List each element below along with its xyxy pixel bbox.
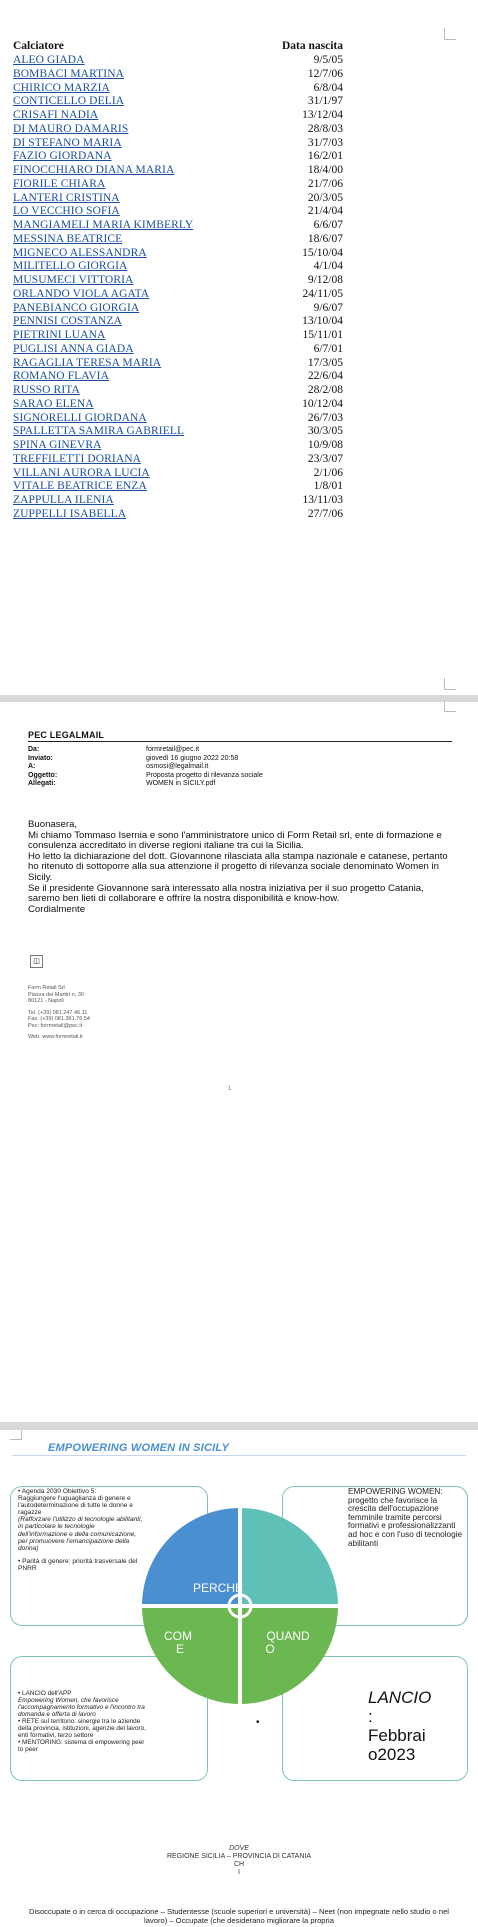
- player-name: SARAO ELENA: [13, 397, 94, 410]
- birth-date: 27/7/06: [307, 507, 343, 520]
- list-row: [13, 494, 343, 508]
- list-row: [13, 439, 343, 453]
- birth-date: 10/9/08: [307, 439, 343, 451]
- player-name: RAGAGLIA TERESA MARIA: [13, 356, 162, 369]
- how-line: • RETE sul territorio: sinergie tra le aziende della provincia, istituzioni, agenzie del lavoro, enti formativi, terzo settore: [18, 1718, 146, 1739]
- body-paragraph: Buonasera,: [28, 819, 78, 830]
- player-name: FINOCCHIARO DIANA MARIA: [13, 164, 175, 176]
- label-when-1: QUAND: [266, 1629, 310, 1643]
- birth-date: 22/6/04: [307, 370, 343, 383]
- body-paragraph: Cordialmente: [28, 903, 86, 915]
- signature-line: Tel. (+39) 081.247.46.11: [28, 1009, 88, 1016]
- list-row: [13, 329, 343, 343]
- player-name: MUSUMECI VITTORIA: [13, 274, 134, 286]
- list-row: [13, 508, 343, 522]
- page-corner-mark: [444, 702, 456, 712]
- birth-date: 6/6/07: [313, 219, 343, 231]
- birth-date: 26/7/03: [307, 411, 343, 424]
- signature-line: Form Retail Srl: [28, 985, 65, 991]
- label-when-2: O: [265, 1642, 275, 1656]
- document-page-email: [0, 702, 478, 1422]
- launch-line: :: [368, 1707, 373, 1726]
- player-name: ZUPPELLI ISABELLA: [13, 507, 127, 520]
- signature-line: Piazza dei Martiri n. 30: [28, 991, 84, 998]
- birth-date: 13/10/04: [302, 315, 343, 328]
- birth-date: 9/6/07: [313, 301, 343, 314]
- where-line: DOVE: [229, 1845, 249, 1852]
- list-row: [13, 178, 343, 192]
- page-corner-mark: [444, 28, 456, 40]
- list-row: [13, 150, 343, 164]
- player-name: SPINA GINEVRA: [13, 439, 102, 451]
- email-body: [28, 820, 453, 915]
- player-name: MIGNECO ALESSANDRA: [13, 246, 147, 259]
- why-line: (Rafforzare l'utilizzo di tecnologie abilitanti, in particolare le tecnologie dell'informazione e della comunicazione, per promuovere l'emancipazione della donna): [18, 1516, 143, 1552]
- player-name: FAZIO GIORDANA: [13, 150, 112, 163]
- where-text: [0, 1845, 478, 1877]
- birth-date: 1/8/01: [313, 480, 343, 493]
- list-row: [13, 54, 343, 68]
- launch-date: [368, 1688, 468, 1764]
- where-line: I: [238, 1869, 240, 1876]
- launch-line: o2023: [368, 1745, 416, 1764]
- birth-date: 30/3/05: [307, 425, 343, 438]
- how-line: Empowering Women, che favorisce l'accompagnamento formativo e l'incontro tra domanda e offerta di lavoro: [18, 1697, 145, 1718]
- quadrant-how: [142, 1606, 240, 1704]
- quadrant-when: [240, 1606, 338, 1704]
- metadata-row: [28, 755, 263, 764]
- birth-date: 13/12/04: [302, 109, 343, 121]
- player-name: CRISAFI NADIA: [13, 109, 99, 121]
- what-line: EMPOWERING WOMEN:: [348, 1487, 443, 1496]
- bullet-dot: •: [256, 1717, 260, 1728]
- list-row: [13, 192, 343, 206]
- metadata-value: WOMEN in SICILY.pdf: [146, 780, 216, 788]
- list-row: [13, 205, 343, 219]
- document-page-player-list: [0, 0, 478, 695]
- metadata-value: osmosi@legalmail.it: [146, 763, 209, 771]
- list-row: [13, 315, 343, 329]
- why-line: • Agenda 2030 Obiettivo 5:: [18, 1488, 97, 1495]
- player-name: CHIRICO MARZIA: [13, 81, 110, 94]
- what-line: progetto che favorisce la crescita dell'occupazione femminile tramite percorsi formativi e professionalizzanti ad hoc e con l'uso di tecnologie abilitanti: [348, 1495, 462, 1548]
- list-row: [13, 384, 343, 398]
- player-name: ALEO GIADA: [13, 54, 85, 66]
- signature-line: Fax. (+39) 081.361.76.54: [28, 1016, 90, 1022]
- metadata-row: [28, 780, 263, 789]
- birth-date: 4/1/04: [313, 260, 343, 273]
- birth-date: 24/11/05: [302, 287, 343, 300]
- list-row: [13, 288, 343, 302]
- list-row: [13, 164, 343, 178]
- birth-date: 10/12/04: [302, 397, 343, 410]
- player-name: BOMBACI MARTINA: [13, 67, 125, 80]
- birth-date: 12/7/06: [307, 67, 343, 80]
- birth-date: 6/7/01: [313, 342, 343, 355]
- metadata-key: A:: [28, 763, 36, 771]
- quadrant-circle-diagram: [142, 1508, 338, 1704]
- page-number: 1: [228, 1086, 232, 1092]
- player-name: PENNISI COSTANZA: [13, 315, 122, 328]
- infographic-title: EMPOWERING WOMEN IN SICILY: [48, 1442, 229, 1454]
- launch-line: Febbrai: [368, 1726, 426, 1745]
- how-text: [18, 1690, 148, 1753]
- birth-date: 21/7/06: [307, 177, 343, 190]
- player-name: MANGIAMELI MARIA KIMBERLY: [13, 219, 194, 231]
- metadata-value: Proposta progetto di rilevanza sociale: [146, 771, 263, 779]
- player-name: LANTERI CRISTINA: [13, 191, 120, 204]
- attachment-icon: ◫: [30, 955, 43, 968]
- list-row: [13, 109, 343, 123]
- metadata-row: [28, 763, 263, 772]
- page-corner-mark: [10, 1430, 22, 1440]
- player-name: PANEBIANCO GIORGIA: [13, 301, 140, 314]
- player-name: PIETRINI LUANA: [13, 329, 106, 341]
- birth-date: 18/4/00: [307, 164, 343, 176]
- list-row: [13, 137, 343, 151]
- divider: [12, 1455, 466, 1456]
- body-paragraph: Se il presidente Giovannone sarà interessato alla nostra iniziativa per il suo progetto Catania, saremo ben lieti di collaborare e offrire la nostra disponibilità e know-how.: [28, 882, 424, 905]
- list-row: [13, 260, 343, 274]
- list-row: [13, 425, 343, 439]
- email-signature: [28, 985, 90, 1041]
- birth-date: 28/8/03: [307, 122, 343, 135]
- divider: [28, 741, 452, 742]
- why-text: [18, 1488, 143, 1572]
- label-why: PERCHÉ: [192, 1581, 244, 1595]
- why-line: Raggiungere l'uguaglianza di genere e l'autodeterminazione di tutte le donne e ragazze: [18, 1495, 133, 1517]
- player-name: TREFFILETTI DORIANA: [13, 452, 142, 465]
- launch-line: LANCIO: [368, 1688, 432, 1707]
- list-row: [13, 370, 343, 384]
- signature-line: Pec: formretail@pec.it: [28, 1022, 83, 1029]
- column-header-player: Calciatore: [13, 40, 64, 52]
- birth-date: 17/3/05: [307, 356, 343, 369]
- list-header: [13, 40, 343, 52]
- page-corner-mark: [444, 678, 456, 690]
- metadata-value: formretail@pec.it: [146, 746, 200, 753]
- how-line: • MENTORING: sistema di empowering peer to peer: [18, 1739, 145, 1753]
- metadata-key: Allegati:: [28, 780, 56, 788]
- birth-date: 31/1/97: [307, 95, 343, 108]
- player-name: DI STEFANO MARIA: [13, 136, 122, 149]
- player-name: ROMANO FLAVIA: [13, 370, 109, 383]
- list-row: [13, 68, 343, 82]
- player-name: DI MAURO DAMARIS: [13, 122, 129, 135]
- label-how-2: E: [175, 1642, 185, 1656]
- metadata-key: Inviato:: [28, 754, 53, 762]
- list-row: [13, 95, 343, 109]
- birth-date: 15/10/04: [302, 246, 343, 259]
- where-line: CH: [233, 1861, 245, 1868]
- where-line: REGIONE SICILIA – PROVINCIA DI CATANIA: [166, 1853, 312, 1860]
- player-name: ORLANDO VIOLA AGATA: [13, 287, 150, 300]
- player-name: CONTICELLO DELIA: [13, 95, 125, 108]
- player-list: [13, 54, 343, 522]
- list-row: [13, 233, 343, 247]
- what-text: [348, 1488, 466, 1548]
- player-name: ZAPPULLA ILENIA: [13, 494, 114, 506]
- birth-date: 15/11/01: [302, 329, 343, 341]
- player-name: SIGNORELLI GIORDANA: [13, 411, 147, 424]
- target-audience-text: Disoccupate o in cerca di occupazione – Studentesse (scuole superiori e università) – Neet (non impegnate nello studio o nel lavoro) – Occupate (che desiderano migliorare la propria: [28, 1907, 449, 1925]
- player-name: VITALE BEATRICE ENZA: [13, 480, 147, 493]
- player-name: SPALLETTA SAMIRA GABRIELL: [13, 425, 185, 438]
- list-row: [13, 302, 343, 316]
- signature-line: 80121 - Napoli: [28, 998, 64, 1004]
- pec-title: PEC LEGALMAIL: [28, 730, 105, 740]
- birth-date: 31/7/03: [307, 136, 343, 149]
- player-name: MILITELLO GIORGIA: [13, 260, 128, 273]
- birth-date: 6/8/04: [313, 81, 343, 94]
- birth-date: 9/12/08: [307, 274, 343, 286]
- list-row: [13, 453, 343, 467]
- list-row: [13, 343, 343, 357]
- birth-date: 18/6/07: [307, 232, 343, 245]
- player-name: LO VECCHIO SOFIA: [13, 205, 120, 218]
- player-name: FIORILE CHIARA: [13, 177, 106, 190]
- birth-date: 23/3/07: [307, 452, 343, 465]
- list-row: [13, 123, 343, 137]
- why-line: • Parità di genere: priorità trasversale del PNRR: [18, 1557, 138, 1572]
- player-name: PUGLISI ANNA GIADA: [13, 342, 134, 355]
- metadata-value: giovedì 16 giugno 2022 20:58: [146, 754, 239, 762]
- list-row: [13, 219, 343, 233]
- list-row: [13, 247, 343, 261]
- metadata-key: Oggetto:: [28, 771, 58, 779]
- list-row: [13, 274, 343, 288]
- label-how-1: COM: [164, 1629, 192, 1643]
- list-row: [13, 398, 343, 412]
- player-name: RUSSO RITA: [13, 384, 80, 396]
- metadata-row: [28, 746, 263, 755]
- list-row: [13, 480, 343, 494]
- quadrant-what: [240, 1508, 338, 1606]
- birth-date: 13/11/03: [302, 494, 343, 506]
- document-page-infographic: [0, 1430, 478, 1927]
- how-line: • LANCIO dell'APP: [18, 1690, 72, 1697]
- metadata-key: Da:: [28, 746, 40, 753]
- metadata-row: [28, 772, 263, 781]
- list-row: [13, 467, 343, 481]
- birth-date: 9/5/05: [313, 54, 343, 66]
- birth-date: 21/4/04: [307, 205, 343, 218]
- player-name: MESSINA BEATRICE: [13, 232, 123, 245]
- body-paragraph: Mi chiamo Tommaso Isernia e sono l'amministratore unico di Form Retail srl, ente di formazione e consulenza accreditato in diverse regioni italiane tra cui la Sicilia.: [28, 829, 442, 852]
- player-name: VILLANI AURORA LUCIA: [13, 466, 150, 479]
- email-metadata: [28, 746, 263, 789]
- signature-line: Web: www.formretail.it: [28, 1034, 83, 1040]
- birth-date: 16/2/01: [307, 150, 343, 163]
- body-paragraph: Ho letto la dichiarazione del dott. Giovannone rilasciata alla stampa nazionale e catanese, pertanto ho ritenuto di sottoporre alla sua attenzione il progetto di rilevanza sociale denominato Women in Sicily.: [28, 850, 448, 883]
- birth-date: 20/3/05: [307, 191, 343, 204]
- list-row: [13, 412, 343, 426]
- list-row: [13, 82, 343, 96]
- birth-date: 28/2/08: [307, 384, 343, 396]
- column-header-birth-date: Data nascita: [281, 40, 343, 52]
- list-row: [13, 357, 343, 371]
- birth-date: 2/1/06: [313, 466, 343, 479]
